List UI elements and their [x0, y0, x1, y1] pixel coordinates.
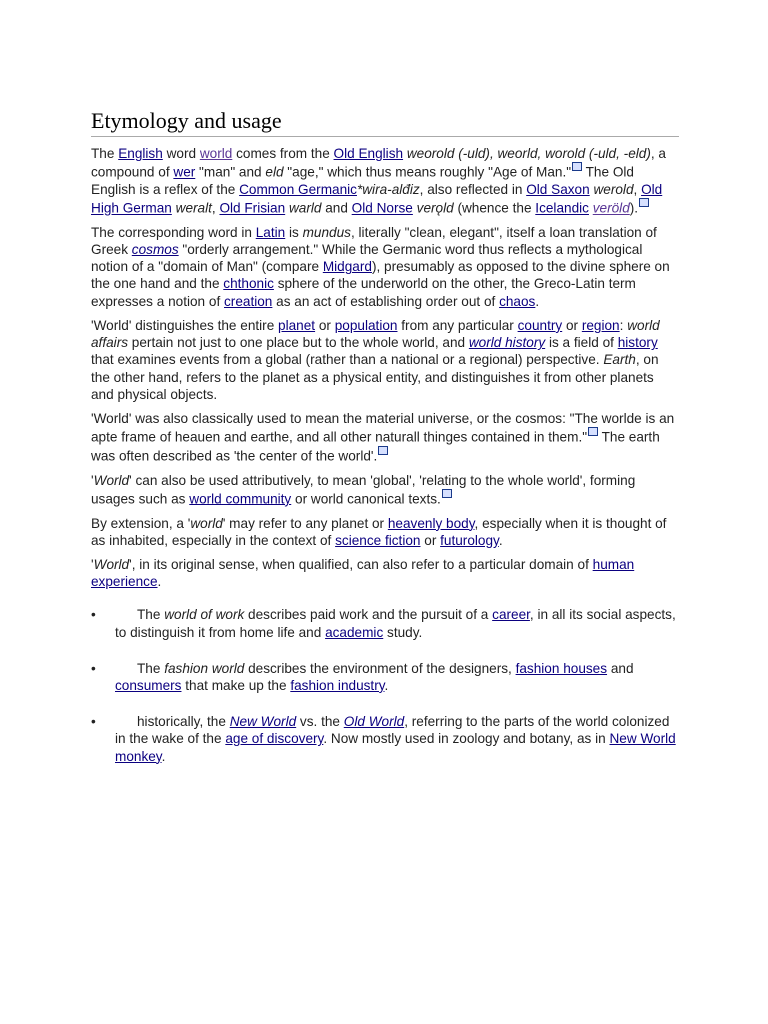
italic-text: weorold (-uld), weorld, worold (-uld, -eld): [403, 146, 651, 161]
text: The: [137, 607, 165, 623]
text: 'World' distinguishes the entire: [91, 317, 279, 333]
examples-list: [91, 606, 679, 764]
link-country[interactable]: country: [517, 317, 563, 333]
paragraph-universe: [91, 410, 679, 465]
link-history[interactable]: history: [617, 335, 658, 351]
italic-text: mundus: [302, 224, 351, 240]
text: "age," which thus means roughly "Age of Man.": [283, 164, 572, 180]
text: as an act of establishing order out of: [272, 293, 500, 309]
paragraph-extension: [91, 515, 679, 549]
text: study.: [383, 624, 423, 640]
text: ,: [211, 200, 220, 216]
text: . Now mostly used in zoology and botany, as in: [323, 731, 610, 747]
italic-text: verǫld: [412, 200, 454, 216]
text: "orderly arrangement." While the Germanic word thus reflects a mythological notion of a "domain of Man" (compare: [91, 242, 643, 275]
text: that make up the: [181, 677, 291, 693]
text: or: [420, 532, 441, 548]
link-academic[interactable]: academic: [325, 624, 384, 640]
italic-text: world: [190, 515, 223, 531]
text: comes from the: [232, 146, 334, 161]
text: 'World' was also classically used to mean the material universe, or the cosmos: "The worlde is an apte frame of heauen and earthe, and all other naturall thinges contained in them.": [91, 410, 675, 445]
text: ).: [629, 200, 639, 216]
text: pertain not just to one place but to the whole world, and: [128, 335, 469, 351]
text: ' may refer to any planet or: [222, 515, 388, 531]
text: , in all its social aspects, to distinguish it from home life and: [115, 607, 676, 640]
text: or: [562, 317, 582, 333]
link-new-world[interactable]: New World: [229, 714, 297, 730]
link-human[interactable]: human: [592, 556, 635, 572]
list-item: [91, 660, 679, 694]
italic-text: World: [93, 472, 130, 488]
italic-text: world of work: [164, 607, 245, 623]
text: is a field of: [545, 335, 618, 351]
paragraph-original-sense: [91, 556, 679, 590]
text: .: [535, 293, 540, 309]
text: and: [607, 660, 634, 676]
text: , literally "clean, elegant", itself a loan translation of Greek: [91, 224, 657, 258]
reference-icon[interactable]: [442, 489, 452, 498]
link-icelandic[interactable]: Icelandic: [535, 200, 589, 216]
text: The Old English is a reflex of the: [91, 164, 634, 197]
link-heavenly-body[interactable]: heavenly body: [387, 515, 475, 531]
text: , a compound of: [91, 146, 666, 180]
link-consumers[interactable]: consumers: [115, 677, 182, 693]
text: that examines events from a global (rather than a national or a regional) perspective.: [91, 352, 604, 368]
text: By extension, a ': [91, 515, 191, 531]
link-old-world[interactable]: Old World: [343, 714, 405, 730]
link-old-high-german[interactable]: Old High German: [91, 181, 663, 216]
text: and: [321, 200, 352, 216]
text: The earth was often described as 'the center of the world'.: [91, 429, 660, 464]
link-old-english[interactable]: Old English: [333, 146, 404, 161]
paragraph-distinguishes: [91, 317, 679, 403]
link-common-germanic[interactable]: Common Germanic: [239, 181, 357, 197]
article-section: [91, 108, 679, 784]
reference-icon[interactable]: [588, 427, 598, 436]
link-age-of-discovery[interactable]: age of discovery: [225, 731, 324, 747]
link-verold[interactable]: veröld: [592, 200, 630, 216]
link-new-world-monkey[interactable]: New World monkey: [115, 731, 676, 764]
link-old-frisian[interactable]: Old Frisian: [219, 200, 286, 216]
link-career[interactable]: career: [492, 607, 530, 623]
italic-text: weralt: [171, 200, 212, 216]
list-item: [91, 606, 679, 640]
text: is: [285, 224, 303, 240]
link-world-community[interactable]: world community: [189, 491, 292, 507]
text: ': [91, 472, 94, 488]
text: , especially when it is thought of as inhabited, especially in the context of: [91, 515, 667, 548]
text: historically, the: [137, 714, 230, 730]
list-item: [91, 713, 679, 765]
link-old-norse[interactable]: Old Norse: [351, 200, 413, 216]
text: .: [384, 677, 389, 693]
italic-text: werold: [589, 181, 634, 197]
text: .: [161, 748, 166, 764]
italic-text: eld: [265, 164, 284, 180]
link-fashion-houses[interactable]: fashion houses: [515, 660, 608, 676]
link-old-saxon[interactable]: Old Saxon: [526, 181, 590, 197]
text: , referring to the parts of the world colonized in the wake of the: [115, 714, 670, 747]
text: :: [619, 317, 628, 333]
italic-text: warld: [285, 200, 322, 216]
link-science-fiction[interactable]: science fiction: [335, 532, 421, 548]
link-chaos[interactable]: chaos: [499, 293, 536, 309]
link-planet[interactable]: planet: [278, 317, 316, 333]
text: The: [91, 146, 119, 161]
bullet-icon: •: [91, 660, 96, 676]
reference-icon[interactable]: [639, 198, 649, 207]
italic-text: Earth: [603, 352, 636, 368]
paragraph-latin: [91, 224, 679, 310]
text: ', in its original sense, when qualified, can also refer to a particular domain of: [129, 556, 593, 572]
link-creation[interactable]: creation: [224, 293, 273, 309]
link-world[interactable]: world: [199, 146, 233, 161]
text: , also reflected in: [419, 181, 527, 197]
bullet-icon: •: [91, 714, 96, 730]
link-midgard[interactable]: Midgard: [322, 259, 372, 275]
link-wer[interactable]: wer: [173, 164, 196, 180]
paragraph-etymology: [91, 145, 679, 217]
text: from any particular: [397, 317, 518, 333]
paragraph-attributive: [91, 472, 679, 508]
text: ), presumably as opposed to the divine sphere on the one hand and the: [91, 259, 670, 292]
link-chthonic[interactable]: chthonic: [223, 276, 274, 292]
link-futurology[interactable]: futurology: [440, 532, 499, 548]
italic-text: world affairs: [91, 317, 660, 351]
link-fashion-industry[interactable]: fashion industry: [290, 677, 385, 693]
link-region[interactable]: region: [581, 317, 620, 333]
text: sphere of the underworld on the other, the Greco-Latin term expresses a notion of: [91, 276, 636, 309]
text: .: [498, 532, 503, 548]
text: describes the environment of the designers,: [244, 660, 516, 676]
text: ,: [633, 181, 642, 197]
text: describes paid work and the pursuit of a: [244, 607, 493, 623]
text: ': [91, 556, 94, 572]
text: vs. the: [296, 714, 344, 730]
reference-icon[interactable]: [378, 446, 388, 455]
text: .: [157, 574, 162, 590]
bullet-icon: •: [91, 607, 96, 623]
text: or: [315, 317, 335, 333]
section-heading: Etymology and usage: [91, 108, 679, 137]
link-population[interactable]: population: [334, 317, 398, 333]
italic-text: *wira-alđiz: [356, 181, 420, 197]
text: ' can also be used attributively, to mean 'global', 'relating to the whole world', forming usages such as: [91, 472, 636, 507]
link-experience[interactable]: experience: [91, 574, 158, 590]
italic-text: World: [93, 556, 130, 572]
reference-icon[interactable]: [572, 162, 582, 171]
italic-text: fashion world: [164, 660, 245, 676]
text: The: [137, 660, 165, 676]
text: word: [162, 146, 200, 161]
link-english[interactable]: English: [118, 146, 163, 161]
text: The corresponding word in: [91, 224, 256, 240]
link-world-history[interactable]: world history: [468, 335, 546, 351]
link-latin[interactable]: Latin: [255, 224, 286, 240]
text: "man" and: [195, 164, 266, 180]
text: or world canonical texts.: [291, 491, 441, 507]
text: (whence the: [453, 200, 536, 216]
link-cosmos[interactable]: cosmos: [131, 242, 179, 258]
text: , on the other hand, refers to the planet as a physical entity, and distinguishes it from other planets and physical objects.: [91, 352, 659, 402]
